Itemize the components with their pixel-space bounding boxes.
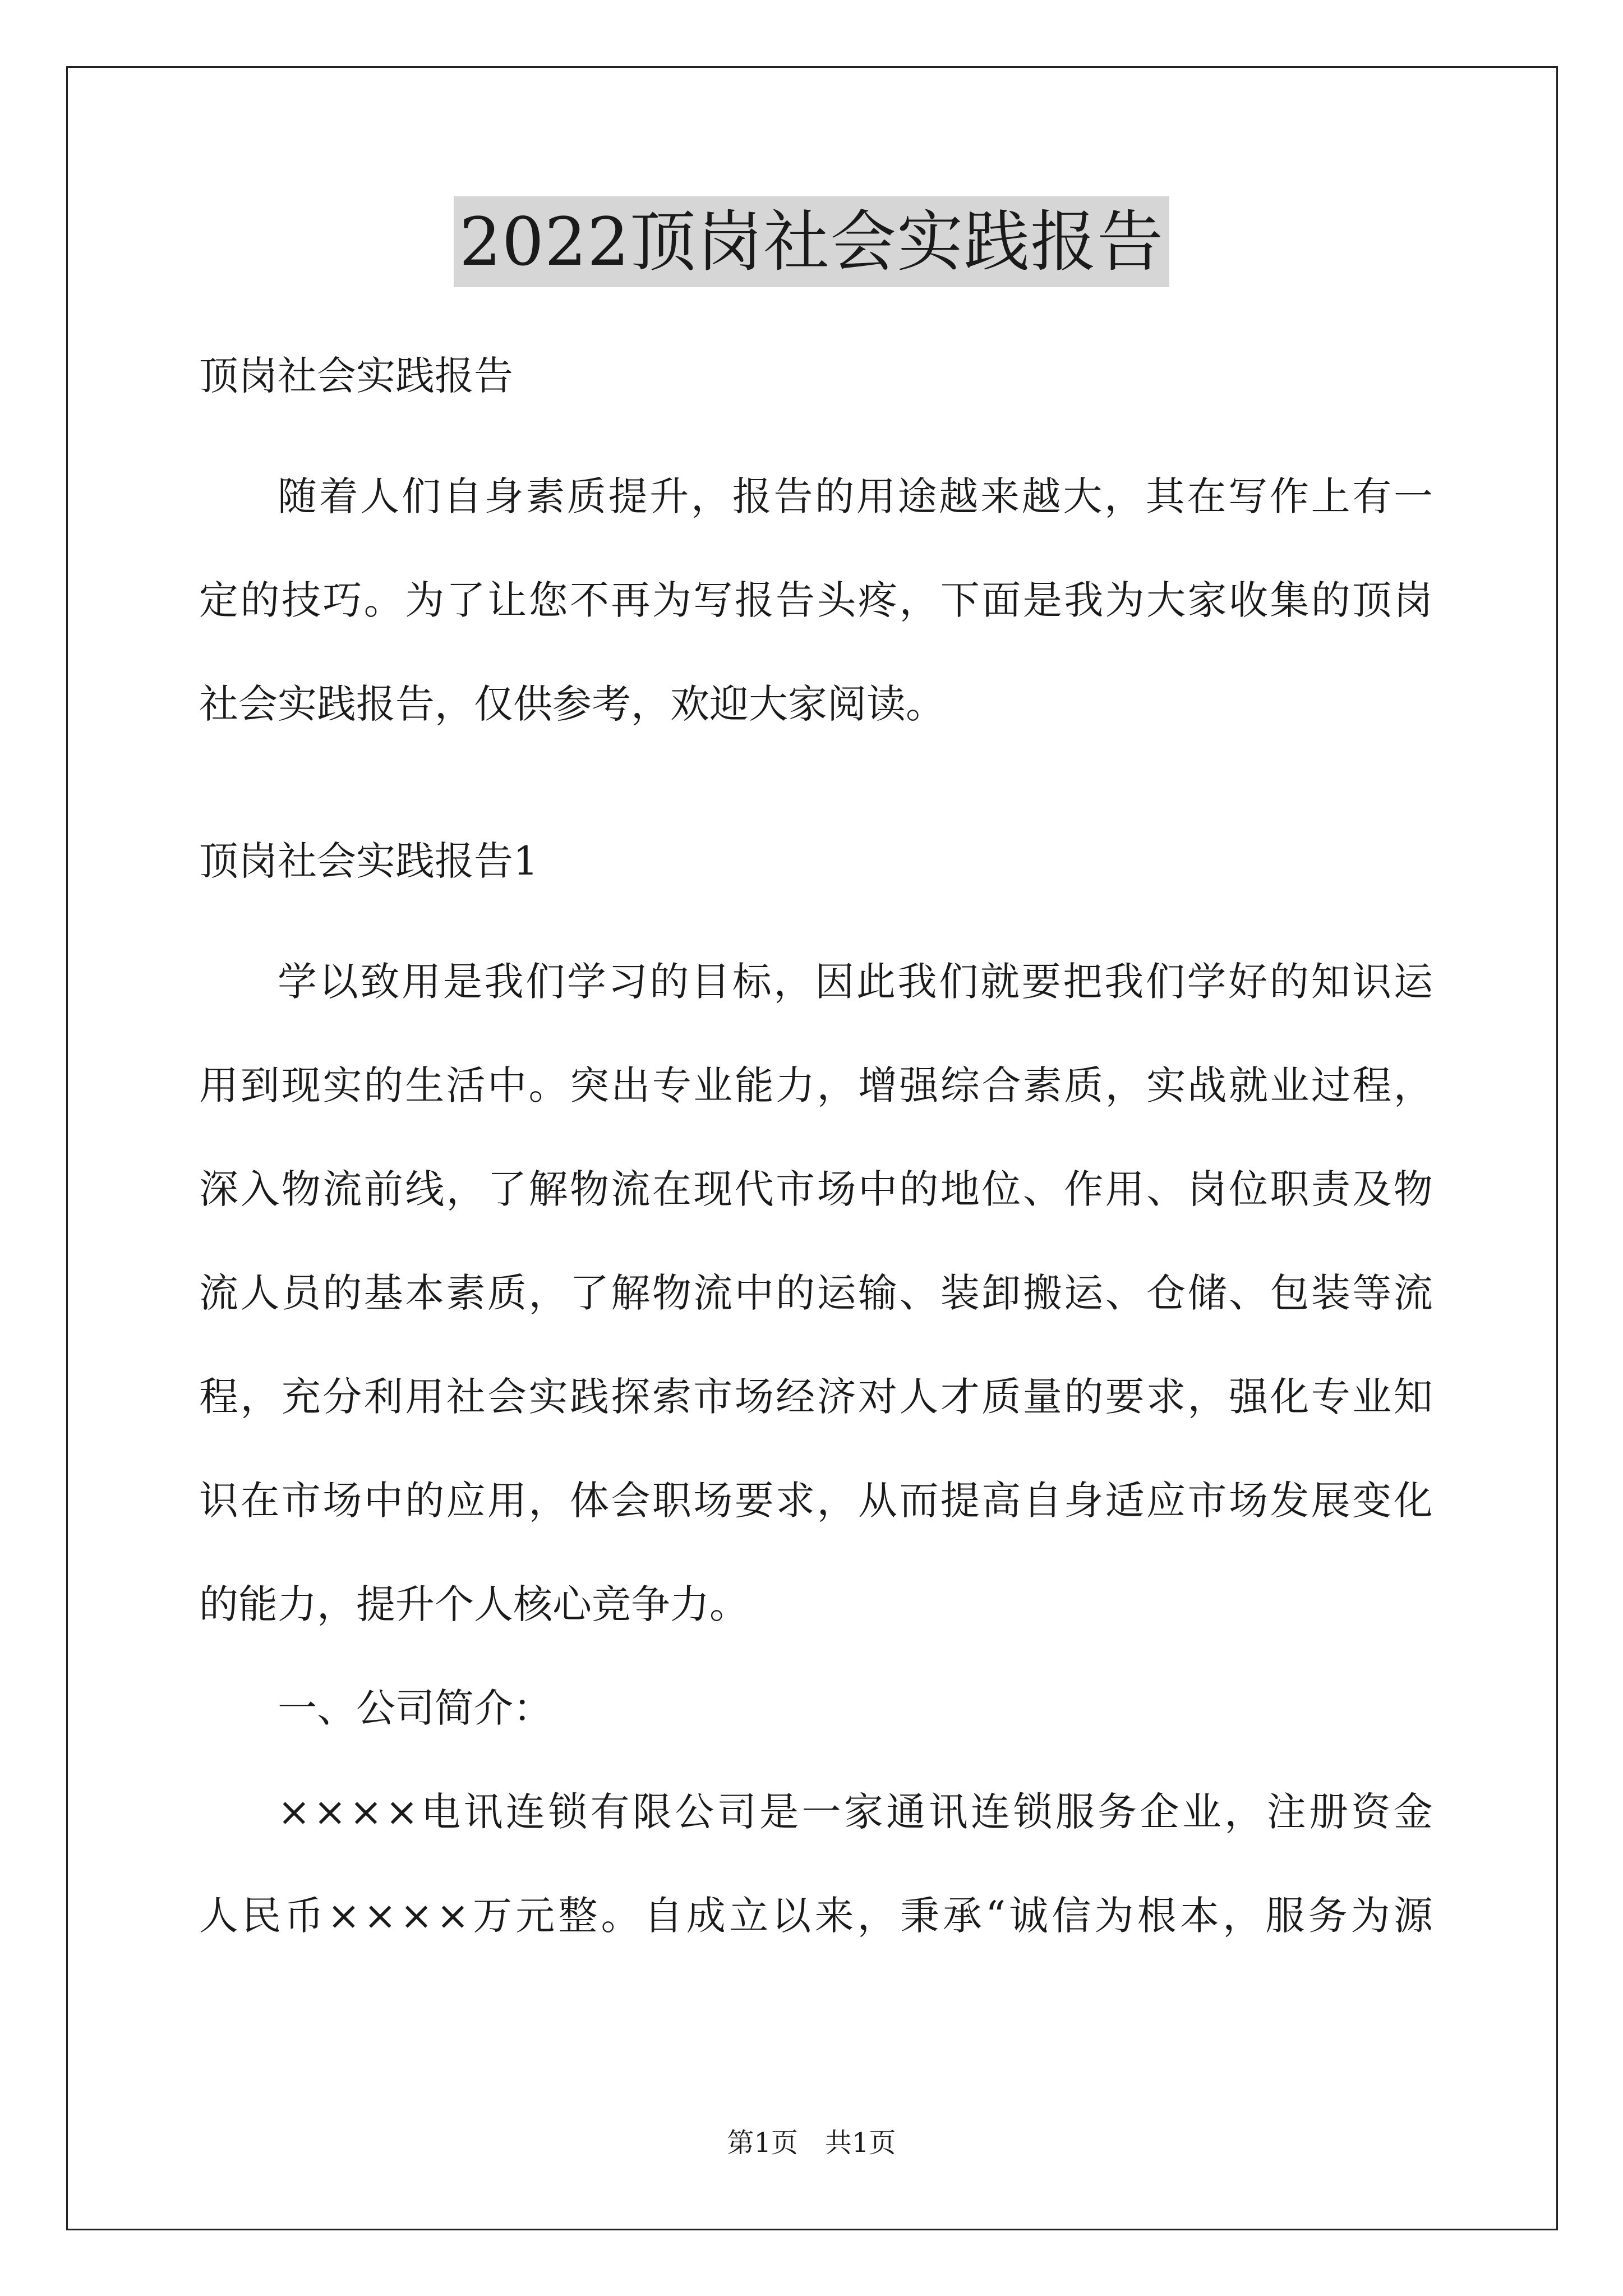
body-line-5: 程 ， 充 分 利 用 社 会 实 践 探 索 市 场 经 济 对 人 才 质 量 的 要 求 ， 强 化 专 业 知	[199, 1374, 1433, 1420]
document-title: 2022顶岗社会实践报告	[454, 196, 1169, 287]
company-paragraph	[199, 1784, 1433, 1944]
intro-line-2: 定 的 技 巧 。 为 了 让 您 不 再 为 写 报 告 头 疼 ， 下 面 是 我 为 大 家 收 集 的 顶 岗	[199, 577, 1433, 623]
section-heading: 顶岗社会实践报告1	[199, 838, 538, 884]
list-heading-paragraph	[199, 1680, 1433, 1736]
page-footer: 第1页 共1页	[727, 2127, 896, 2159]
body-line-7: 的能力，提升个人核心竞争力。	[199, 1581, 749, 1627]
body-line-3: 深 入 物 流 前 线 ， 了 解 物 流 在 现 代 市 场 中 的 地 位 、 作 用 、 岗 位 职 责 及 物	[199, 1166, 1433, 1212]
intro-line-3: 社会实践报告，仅供参考，欢迎大家阅读。	[199, 681, 945, 727]
body-line-2: 用 到 现 实 的 生 活 中 。 突 出 专 业 能 力 ， 增 强 综 合 素 质 ， 实 战 就 业 过 程 ，	[199, 1062, 1433, 1108]
intro-line-1: 随 着 人 们 自 身 素 质 提 升 ， 报 告 的 用 途 越 来 越 大 ， 其 在 写 作 上 有 一	[278, 473, 1433, 519]
title-area	[0, 196, 1623, 287]
body-line-6: 识 在 市 场 中 的 应 用 ， 体 会 职 场 要 求 ， 从 而 提 高 自 身 适 应 市 场 发 展 变 化	[199, 1478, 1433, 1524]
body-line-4: 流 人 员 的 基 本 素 质 ， 了 解 物 流 中 的 运 输 、 装 卸 搬 运 、 仓 储 、 包 装 等 流	[199, 1270, 1433, 1316]
body-line-1: 学 以 致 用 是 我 们 学 习 的 目 标 ， 因 此 我 们 就 要 把 我 们 学 好 的 知 识 运	[278, 959, 1433, 1005]
intro-paragraph	[199, 468, 1433, 732]
body-paragraph	[199, 954, 1433, 1632]
list-heading: 一、公司简介：	[278, 1685, 552, 1731]
subtitle: 顶岗社会实践报告	[199, 353, 513, 399]
company-line-2: 人 民 币 × × × × 万 元 整 。 自 成 立 以 来 ， 秉 承 “ 诚 信 为 根 本 ， 服 务 为 源	[199, 1893, 1433, 1939]
company-line-1: × × × × 电 讯 连 锁 有 限 公 司 是 一 家 通 讯 连 锁 服 务 企 业 ， 注 册 资 金	[278, 1789, 1433, 1835]
document-body	[199, 348, 1433, 1991]
